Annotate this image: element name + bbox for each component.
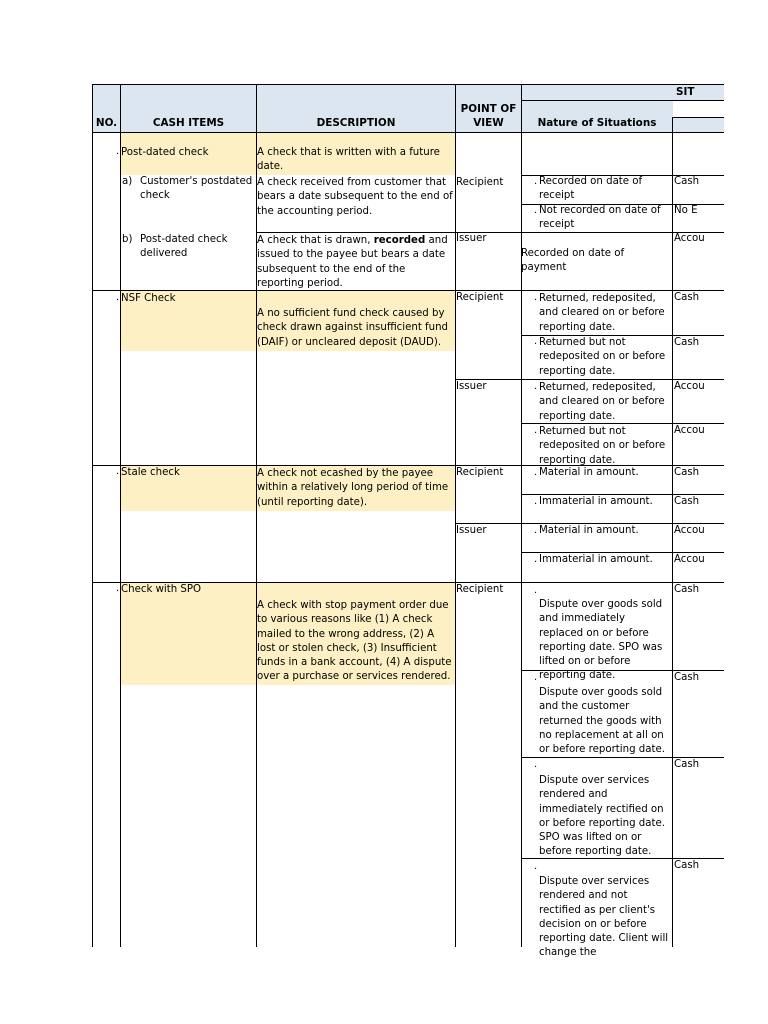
spo-pov: Recipient: [456, 584, 504, 595]
grid-line: [521, 100, 724, 101]
nsf-result3: Accou: [674, 381, 705, 392]
nsf-nature2: Returned but not redeposited on or before reporting date.: [539, 337, 666, 377]
bullet: .: [534, 525, 538, 536]
stale-result2: Cash: [674, 496, 700, 507]
nsf-item: NSF Check: [121, 293, 176, 304]
postdated-a-result2: No E: [674, 205, 698, 216]
highlight-spo-item: [121, 583, 256, 685]
spo-result1: Cash: [674, 584, 700, 595]
postdated-a-item: Customer's postdated check: [140, 176, 253, 202]
bullet: .: [534, 176, 538, 187]
bullet: .: [534, 381, 538, 392]
bullet: .: [534, 496, 538, 507]
spo-nature1: Dispute over goods sold and immediately replaced on or before reporting date. SPO was lifted on or before reporting date.: [539, 599, 663, 682]
header-description: DESCRIPTION: [316, 117, 396, 129]
stale-result1: Cash: [674, 467, 700, 478]
postdated-b-label: b): [122, 234, 133, 245]
postdated-a-nature1: Recorded on date of receipt: [539, 176, 643, 202]
bullet: .: [534, 672, 538, 683]
nsf-nature3: Returned, redeposited, and cleared on or before reporting date.: [539, 382, 665, 422]
postdated-item: Post-dated check: [121, 147, 209, 158]
header-nature: Nature of Situations: [537, 117, 657, 129]
bullet: .: [534, 425, 538, 436]
grid-line: [120, 85, 121, 947]
header-point-of-view-line1: POINT OF: [460, 103, 517, 115]
bullet: .: [534, 205, 538, 216]
bullet: .: [534, 554, 538, 565]
header-point-of-view-line2: VIEW: [473, 117, 504, 129]
postdated-b-pov: Issuer: [456, 233, 487, 244]
nsf-result4: Accou: [674, 425, 705, 436]
postdated-b-nature: Recorded on date of payment: [521, 248, 625, 274]
spo-nature3: Dispute over services rendered and immediately rectified on or before reporting date. SPO was lifted on or before reporting date.: [539, 775, 666, 858]
stale-nature4: Immaterial in amount.: [539, 554, 653, 565]
bullet: .: [534, 292, 538, 303]
postdated-a-label: a): [122, 176, 133, 187]
grid-line: [672, 133, 673, 947]
spo-result4: Cash: [674, 860, 700, 871]
spo-desc: A check with stop payment order due to various reasons like (1) A check mailed to the wrong address, (2) A lost or stolen check, (3) Insufficient funds in a bank account, (4) A dispute over a purchase or services rendered.: [257, 600, 452, 683]
nsf-pov-recipient: Recipient: [456, 292, 504, 303]
grid-line: [521, 85, 522, 947]
bullet: .: [534, 585, 538, 596]
grid-line: [672, 117, 724, 118]
header-cash-items: CASH ITEMS: [152, 117, 225, 129]
stale-result3: Accou: [674, 525, 705, 536]
spo-result3: Cash: [674, 759, 700, 770]
postdated-a-result1: Cash: [674, 176, 700, 187]
header-situations: SIT: [676, 86, 695, 98]
nsf-result1: Cash: [674, 292, 700, 303]
header-no: NO.: [95, 117, 118, 129]
nsf-nature1: Returned, redeposited, and cleared on or before reporting date.: [539, 293, 665, 333]
postdated-a-pov: Recipient: [456, 177, 504, 188]
stale-pov-recipient: Recipient: [456, 467, 504, 478]
bullet: .: [534, 467, 538, 478]
nsf-pov-issuer: Issuer: [456, 381, 487, 392]
bullet: .: [534, 336, 538, 347]
grid-line: [455, 85, 456, 947]
nsf-result2: Cash: [674, 337, 700, 348]
stale-nature2: Immaterial in amount.: [539, 496, 653, 507]
stale-nature3: Material in amount.: [539, 525, 639, 536]
stale-result4: Accou: [674, 554, 705, 565]
grid-line: [92, 85, 93, 947]
spo-nature4: Dispute over services rendered and not rectified as per client's decision on or before reporting date. Client will change the: [539, 876, 669, 959]
postdated-b-result: Accou: [674, 233, 705, 244]
row-bullet: .: [116, 583, 120, 594]
spo-result2: Cash: [674, 672, 700, 683]
spo-item: Check with SPO: [121, 584, 202, 595]
spo-nature2: Dispute over goods sold and the customer returned the goods with no replacement at all on or before reporting date.: [539, 687, 666, 756]
grid-line: [672, 117, 673, 132]
stale-desc: A check not ecashed by the payee within a relatively long period of time (until reporting date).: [257, 468, 449, 508]
row-bullet: .: [116, 146, 120, 157]
grid-line: [92, 132, 724, 133]
stale-pov-issuer: Issuer: [456, 525, 487, 536]
bullet: .: [534, 759, 538, 770]
postdated-b-item: Post-dated check delivered: [140, 234, 228, 260]
grid-line: [92, 84, 724, 85]
row-bullet: .: [116, 292, 120, 303]
nsf-desc: A no sufficient fund check caused by check drawn against insufficient fund (DAIF) or uncleared deposit (DAUD).: [257, 308, 449, 348]
postdated-desc: A check that is written with a future date.: [257, 147, 440, 173]
postdated-b-desc: A check that is drawn, recorded and issued to the payee but bears a date subsequent to the end of the reporting period.: [257, 235, 448, 289]
bullet: .: [534, 861, 538, 872]
postdated-a-desc: A check received from customer that bears a date subsequent to the end of the accounting period.: [257, 177, 453, 217]
stale-item: Stale check: [121, 467, 180, 478]
postdated-a-nature2: Not recorded on date of receipt: [539, 205, 661, 231]
header-subcell: [673, 101, 724, 117]
stale-nature1: Material in amount.: [539, 467, 639, 478]
nsf-nature4: Returned but not redeposited on or before reporting date.: [539, 426, 666, 466]
row-bullet: .: [116, 466, 120, 477]
